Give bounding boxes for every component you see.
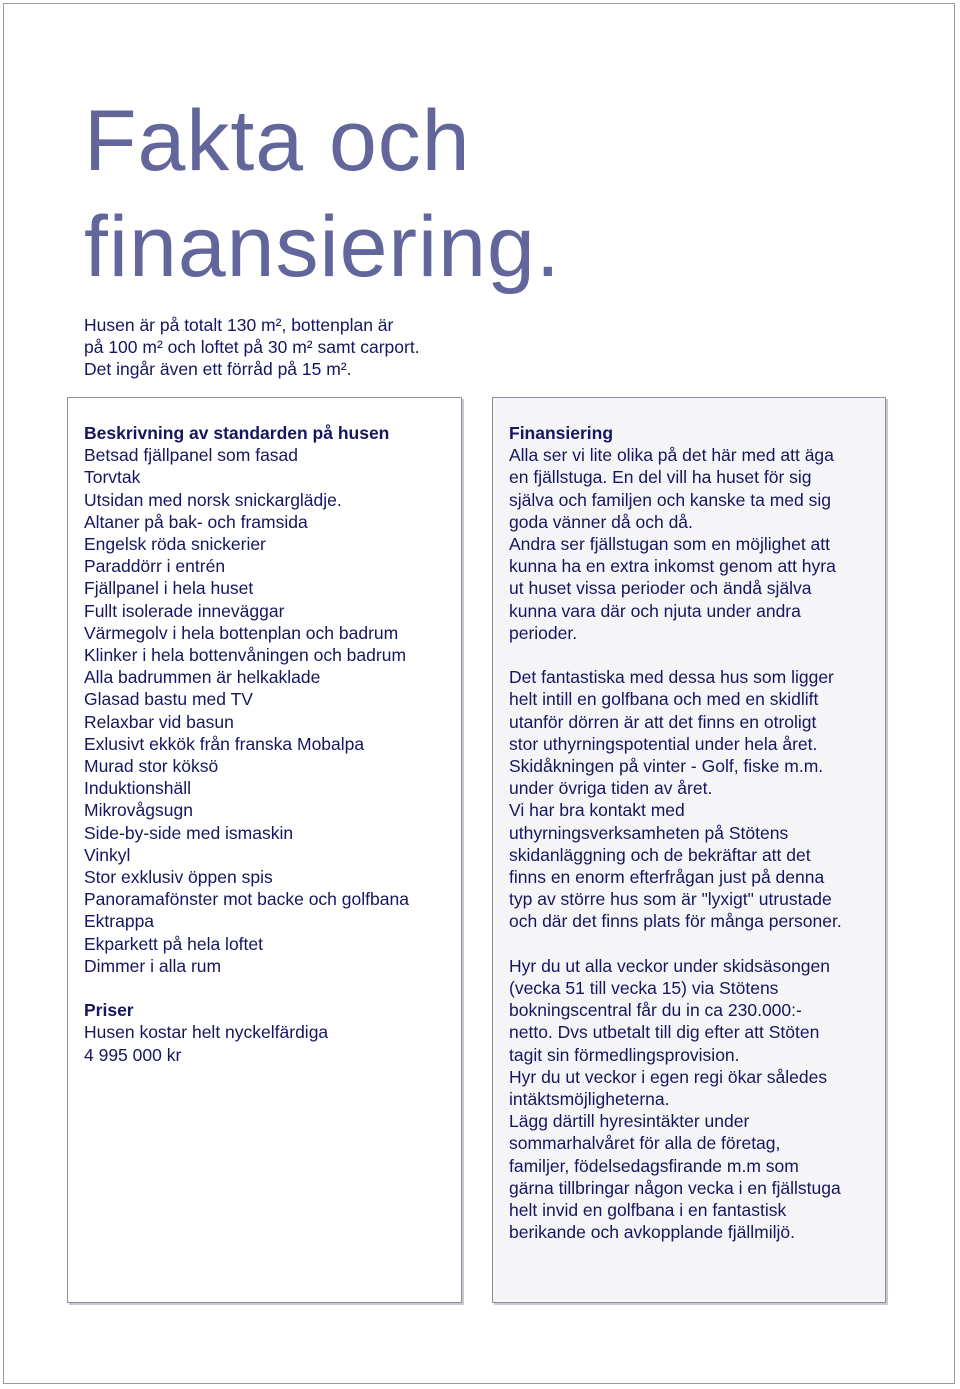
standard-heading: Beskrivning av standarden på husen — [84, 423, 390, 443]
financing-line: bokningscentral får du in ca 230.000:- — [509, 1000, 802, 1021]
prices-heading: Priser — [84, 1000, 134, 1021]
prices-line: Husen kostar helt nyckelfärdiga — [84, 1022, 329, 1043]
standard-box — [67, 397, 462, 1303]
standard-item: Dimmer i alla rum — [84, 955, 222, 976]
financing-line: netto. Dvs utbetalt till dig efter att Stöten — [509, 1022, 820, 1043]
prices-amount: 4 995 000 kr — [84, 1044, 182, 1065]
standard-item: Relaxbar vid basun — [84, 711, 234, 732]
financing-line: en fjällstuga. En del vill ha huset för sig — [509, 467, 812, 488]
financing-line: kunna vara där och njuta under andra — [509, 600, 801, 621]
financing-line: kunna ha en extra inkomst genom att hyra — [509, 556, 836, 577]
standard-item: Fjällpanel i hela huset — [84, 578, 254, 599]
standard-item: Glasad bastu med TV — [84, 689, 253, 710]
financing-line: och där det finns plats för många personer. — [509, 911, 842, 932]
standard-item: Vinkyl — [84, 844, 131, 865]
financing-line: Lägg därtill hyresintäkter under — [509, 1111, 750, 1132]
page-title — [84, 88, 561, 300]
financing-line: tagit sin förmedlingsprovision. — [509, 1044, 740, 1065]
standard-item: Fullt isolerade inneväggar — [84, 600, 285, 621]
standard-item: Engelsk röda snickerier — [84, 534, 266, 555]
financing-line: typ av större hus som är "lyxigt" utrustade — [509, 889, 832, 910]
financing-line: uthyrningsverksamheten på Stötens — [509, 822, 789, 843]
financing-line: berikande och avkopplande fjällmiljö. — [509, 1222, 796, 1243]
title-line: Fakta och — [84, 93, 471, 189]
standard-item: Mikrovågsugn — [84, 800, 193, 821]
financing-line: Vi har bra kontakt med — [509, 800, 685, 821]
financing-box — [492, 397, 886, 1303]
standard-item: Ekparkett på hela loftet — [84, 933, 263, 954]
spacer — [509, 933, 881, 955]
standard-item: Paraddörr i entrén — [84, 556, 226, 577]
standard-item: Exlusivt ekkök från franska Mobalpa — [84, 733, 365, 754]
standard-item: Alla badrummen är helkaklade — [84, 667, 321, 688]
standard-item: Betsad fjällpanel som fasad — [84, 445, 299, 466]
standard-item: Side-by-side med ismaskin — [84, 822, 294, 843]
financing-line: Hyr du ut veckor i egen regi ökar således — [509, 1066, 828, 1087]
financing-line: stor uthyrningspotential under hela året. — [509, 733, 818, 754]
financing-line: gärna tillbringar någon vecka i en fjällstuga — [509, 1177, 841, 1198]
standard-item: Torvtak — [84, 467, 141, 488]
financing-line: helt invid en golfbana i en fantastisk — [509, 1200, 787, 1221]
financing-line: Hyr du ut alla veckor under skidsäsongen — [509, 955, 831, 976]
intro-line: på 100 m² och loftet på 30 m² samt carport. — [84, 337, 420, 358]
intro-text — [84, 314, 504, 381]
standard-item: Ektrappa — [84, 911, 155, 932]
standard-item: Klinker i hela bottenvåningen och badrum — [84, 645, 407, 666]
financing-line: (vecka 51 till vecka 15) via Stötens — [509, 978, 779, 999]
financing-line: själva och familjen och kanske ta med sig — [509, 489, 831, 510]
title-line: finansiering. — [84, 199, 561, 295]
financing-line: ut huset vissa perioder och ändå själva — [509, 578, 812, 599]
standard-item: Induktionshäll — [84, 778, 192, 799]
financing-line: perioder. — [509, 622, 578, 643]
financing-line: Alla ser vi lite olika på det här med att äga — [509, 445, 834, 466]
financing-line: under övriga tiden av året. — [509, 778, 713, 799]
financing-line: Det fantastiska med dessa hus som ligger — [509, 667, 834, 688]
financing-line: sommarhalvåret för alla de företag, — [509, 1133, 781, 1154]
spacer — [84, 977, 457, 999]
financing-line: familjer, födelsedagsfirande m.m som — [509, 1155, 799, 1176]
financing-line: goda vänner då och då. — [509, 511, 693, 532]
intro-line: Det ingår även ett förråd på 15 m². — [84, 359, 352, 380]
standard-item: Värmegolv i hela bottenplan och badrum — [84, 622, 399, 643]
intro-line: Husen är på totalt 130 m², bottenplan är — [84, 315, 394, 335]
financing-line: utanför dörren är att det finns en otroligt — [509, 711, 817, 732]
standard-item: Altaner på bak- och framsida — [84, 511, 308, 532]
standard-item: Panoramafönster mot backe och golfbana — [84, 889, 409, 910]
financing-line: Andra ser fjällstugan som en möjlighet att — [509, 534, 830, 555]
financing-line: Skidåkningen på vinter - Golf, fiske m.m. — [509, 756, 824, 777]
financing-heading: Finansiering — [509, 423, 614, 443]
financing-line: intäktsmöjligheterna. — [509, 1089, 670, 1110]
standard-item: Utsidan med norsk snickarglädje. — [84, 489, 342, 510]
financing-line: helt intill en golfbana och med en skidlift — [509, 689, 819, 710]
spacer — [509, 644, 881, 666]
standard-item: Murad stor köksö — [84, 756, 219, 777]
financing-line: finns en enorm efterfrågan just på denna — [509, 867, 825, 888]
financing-line: skidanläggning och de bekräftar att det — [509, 844, 811, 865]
standard-item: Stor exklusiv öppen spis — [84, 867, 273, 888]
